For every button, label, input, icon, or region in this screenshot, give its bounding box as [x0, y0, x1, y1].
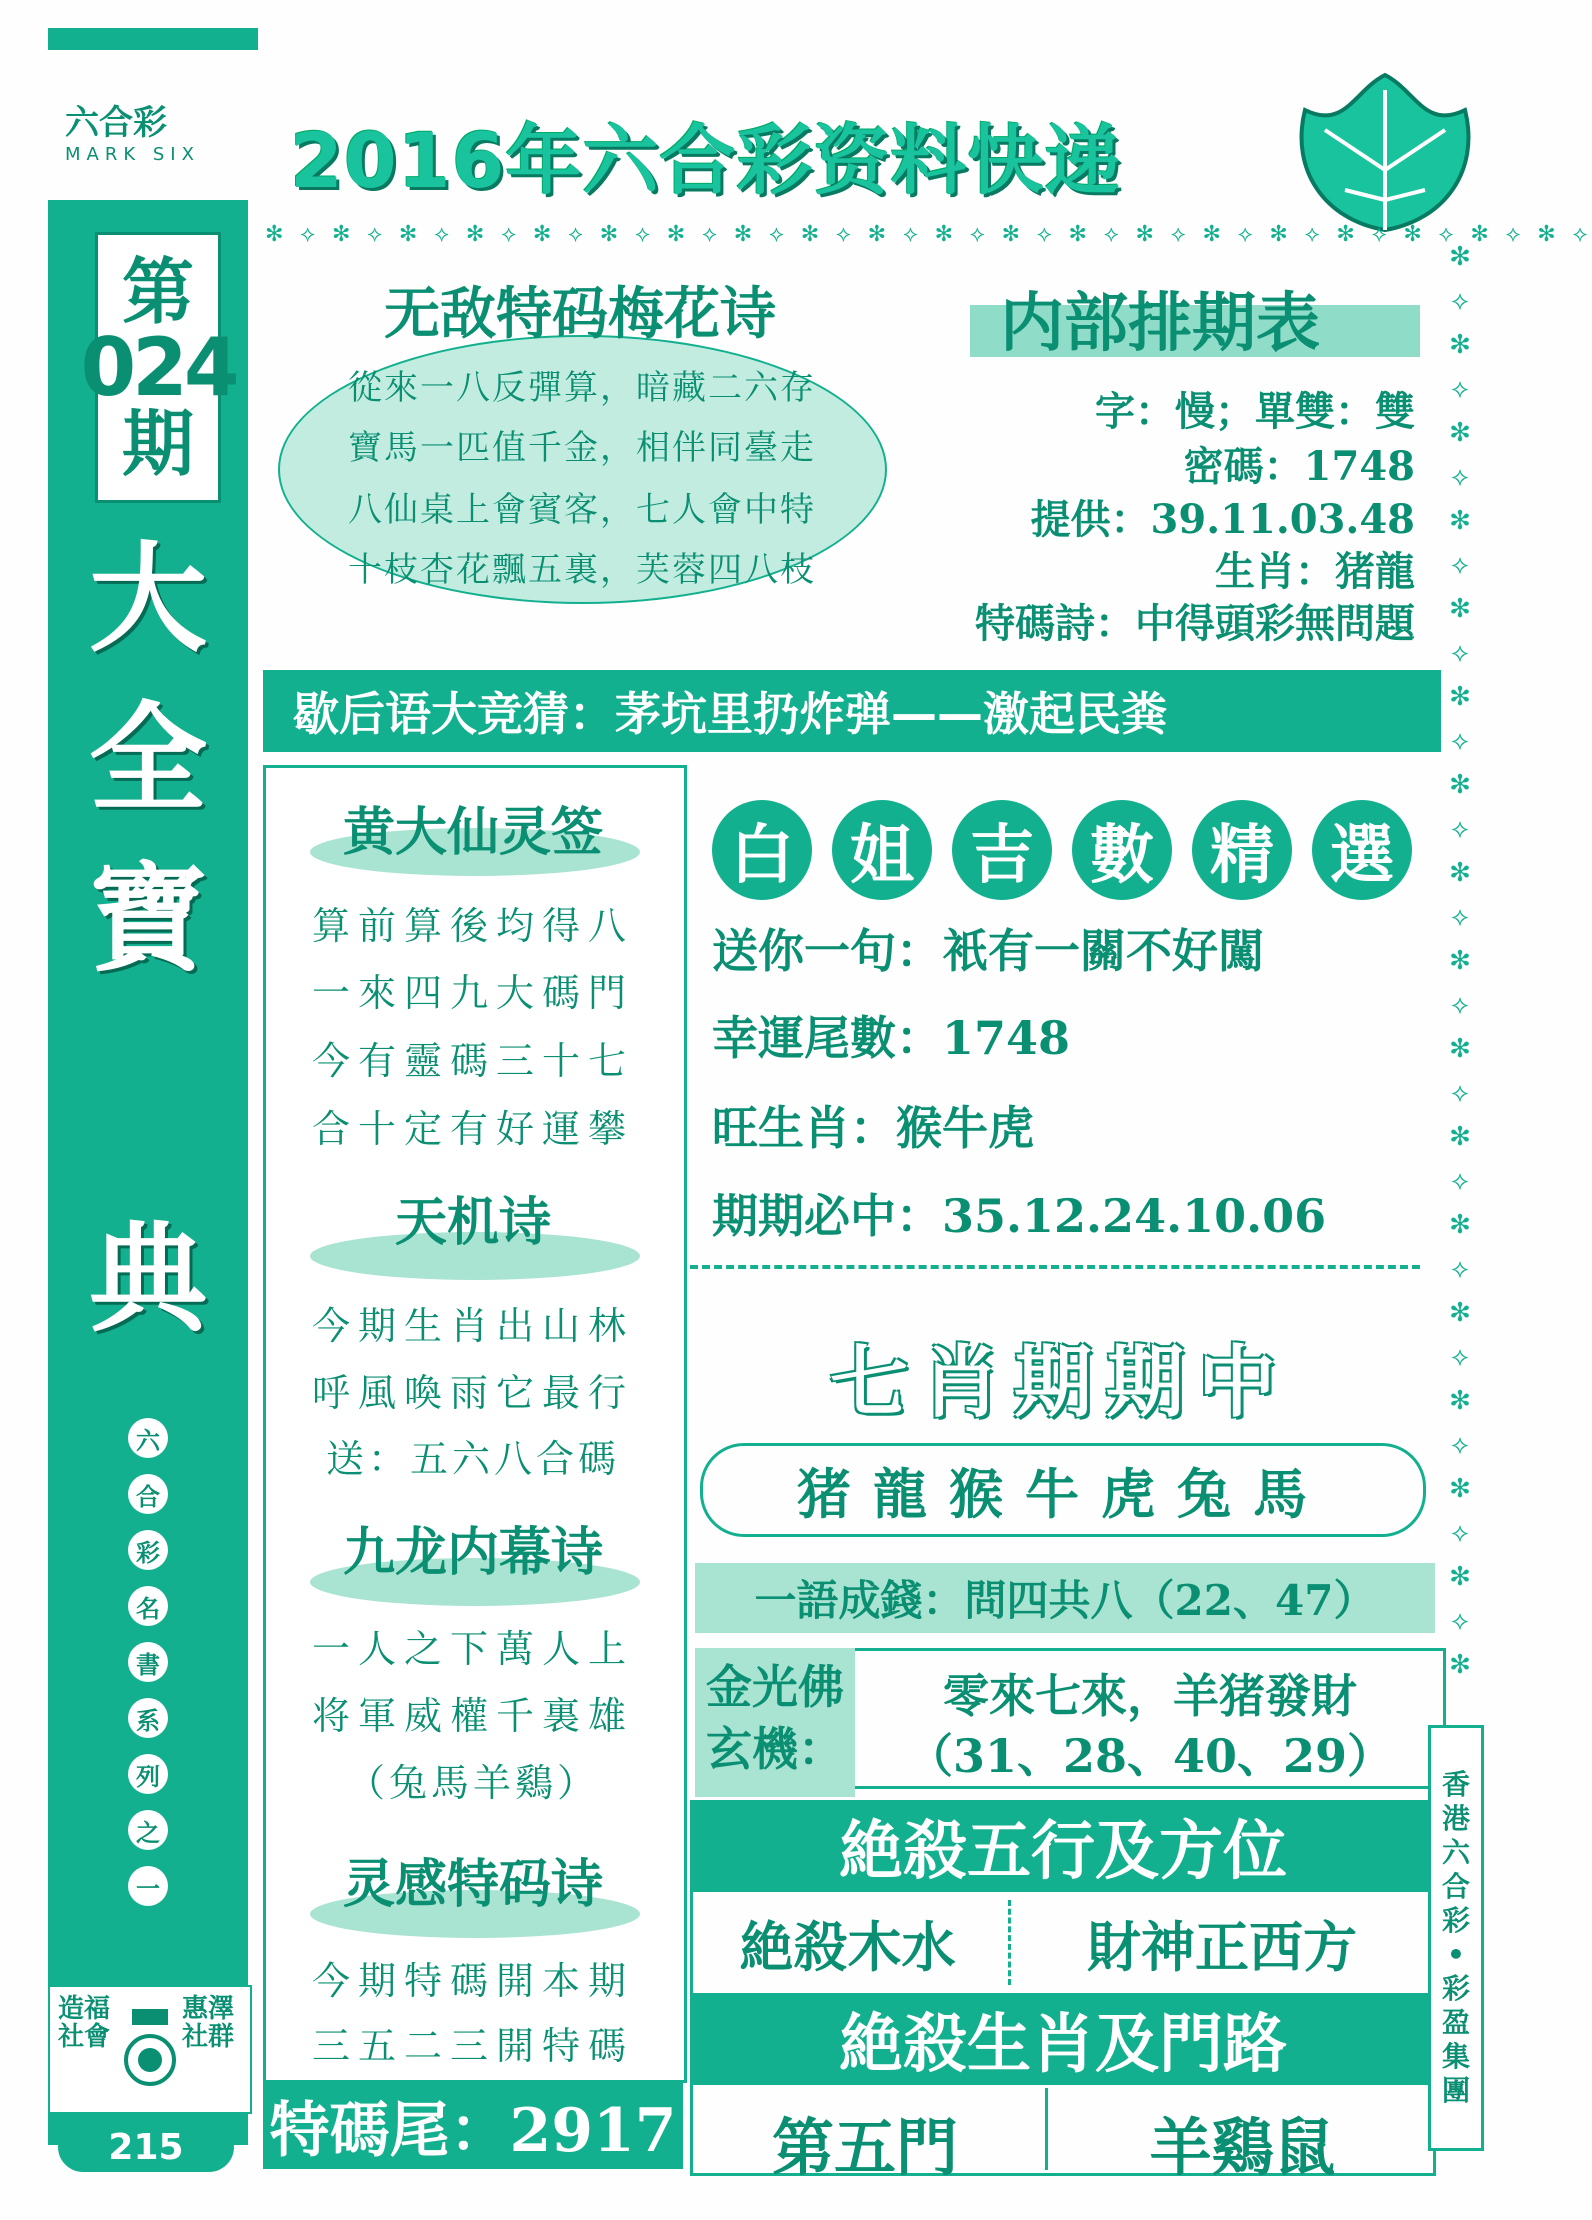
tema-tail-bar — [263, 2083, 683, 2169]
book-char-1: 大 — [88, 530, 207, 668]
publisher-label — [1428, 1725, 1484, 2151]
publisher-char: 集 — [1441, 2040, 1470, 2073]
page-number — [58, 2122, 234, 2172]
kill-head — [690, 1993, 1436, 2085]
decor-row-text: ✻ ⟡ ✻ ⟡ ✻ ⟡ ✻ ⟡ ✻ ⟡ ✻ ⟡ ✻ ⟡ ✻ ⟡ ✻ ⟡ ✻ ⟡ ✻ ⟡ ✻ ⟡ ✻ ⟡ ✻ ⟡ ✻ ⟡ ✻ ⟡ ✻ ⟡ ✻ ⟡ ✻ ⟡ ✻ ⟡ — [265, 222, 1592, 247]
publisher-char: 盈 — [1441, 2006, 1470, 2039]
book-char-4: 典 — [88, 1210, 207, 1348]
poem-title: 灵感特码诗 — [342, 1854, 603, 1915]
book-char-3: 寶 — [88, 850, 207, 988]
title-circle: 吉 — [952, 800, 1052, 900]
poem-line: 一人之下萬人上 — [311, 1627, 634, 1671]
jinguangfo-label-line: 玄機： — [706, 1722, 844, 1776]
issue-suffix: 期 — [121, 401, 194, 486]
schedule-line: 特碼詩：中得頭彩無問題 — [975, 600, 1415, 647]
dotted-divider — [690, 1265, 1420, 1269]
poem-line: 算前算後均得八 — [311, 904, 634, 948]
plum-poem-title: 无敌特码梅花诗 — [384, 282, 776, 347]
schedule-line: 提供：39.11.03.48 — [1030, 496, 1415, 543]
logo-cn: 六合彩 — [65, 103, 167, 143]
riddle-bar — [263, 670, 1441, 752]
poem-line: 呼風喚雨它最行 — [311, 1371, 634, 1415]
poem-line: 三五二三開特碼 — [311, 2024, 634, 2068]
seven-zodiac-list: 猪龍猴牛虎兔馬 — [797, 1461, 1329, 1526]
series-char: 彩 — [128, 1530, 168, 1570]
publisher-char: • — [1447, 1938, 1465, 1971]
page-title: 2016年六合彩资料快递 — [290, 116, 1122, 205]
poem-line: （兔馬羊鷄） — [346, 1761, 599, 1805]
kill-head-text: 絶殺五行及方位 — [839, 1814, 1287, 1889]
jinguangfo-line: （31、28、40、29） — [906, 1729, 1394, 1783]
series-char: 名 — [128, 1586, 168, 1626]
kill-divider — [1008, 1900, 1011, 1985]
poem-title: 天机诗 — [394, 1192, 551, 1253]
series-char: 之 — [128, 1810, 168, 1850]
series-char: 書 — [128, 1642, 168, 1682]
poem-line: 送：五六八合碼 — [325, 1437, 620, 1481]
title-circle: 數 — [1072, 800, 1172, 900]
jinguangfo-label-line: 金光佛 — [706, 1660, 844, 1714]
yiyu-bar — [695, 1563, 1435, 1633]
top-strip — [48, 28, 258, 50]
logo-mark-six — [65, 95, 245, 175]
tema-tail-text: 特碼尾：2917 — [269, 2096, 677, 2166]
series-char: 列 — [128, 1754, 168, 1794]
emblem-icon — [122, 2005, 178, 2095]
riddle-text: 歇后语大竞猜：茅坑里扔炸弹——激起民粪 — [293, 687, 1167, 741]
decor-row-top — [265, 222, 1592, 247]
baijie-line: 旺生肖：猴牛虎 — [712, 1101, 1034, 1155]
series-char: 合 — [128, 1474, 168, 1514]
poem-title: 九龙内幕诗 — [342, 1522, 603, 1583]
kill-head-text: 絶殺生肖及門路 — [839, 2007, 1287, 2082]
jinguangfo-label — [695, 1648, 855, 1797]
issue-prefix: 第 — [121, 249, 194, 334]
poem-line: 合十定有好運攀 — [311, 1107, 634, 1151]
publisher-char: 彩 — [1441, 1904, 1470, 1937]
seven-zodiac-title: 七肖期期中 — [829, 1338, 1290, 1428]
decor-column-right: ✻ ⟡ ✻ ⟡ ✻ ⟡ ✻ ⟡ ✻ ⟡ ✻ ⟡ ✻ ⟡ ✻ ⟡ ✻ ⟡ ✻ ⟡ ✻ ⟡ ✻ ⟡ ✻ ⟡ ✻ ⟡ ✻ ⟡ ✻ ⟡ ✻ — [1449, 242, 1471, 1680]
kill-head — [690, 1800, 1436, 1892]
poem-title: 黄大仙灵签 — [342, 802, 603, 863]
plum-poem-line: 十枝杏花飄五裏，芙蓉四八枝 — [348, 550, 816, 590]
schedule-title: 内部排期表 — [1000, 286, 1320, 361]
logo-en: MARK SIX — [65, 144, 200, 165]
publisher-char: 團 — [1441, 2074, 1470, 2107]
charity-logo — [48, 1985, 252, 2114]
poem-line: 一來四九大碼門 — [311, 971, 634, 1015]
yiyu-text: 一語成錢：問四共八（22、47） — [754, 1576, 1376, 1625]
kill-cell: 財神正西方 — [1087, 1915, 1357, 1979]
publisher-char: 港 — [1441, 1802, 1470, 1835]
baijie-line: 幸運尾數：1748 — [712, 1011, 1071, 1065]
series-char: 一 — [128, 1866, 168, 1906]
seven-zodiac-row — [700, 1443, 1426, 1537]
charity-logo-left: 造福社會 — [58, 1994, 111, 2052]
poem-line: 今有靈碼三十七 — [311, 1039, 634, 1083]
publisher-char: 香 — [1441, 1768, 1470, 1801]
kill-divider — [1045, 2088, 1048, 2170]
title-circle: 選 — [1312, 800, 1412, 900]
book-char-2: 全 — [88, 690, 207, 828]
series-char: 系 — [128, 1698, 168, 1738]
kill-cell: 第五門 — [771, 2111, 958, 2184]
plum-poem-line: 八仙桌上會賓客，七人會中特 — [348, 490, 816, 530]
schedule-line: 生肖：猪龍 — [1215, 548, 1415, 595]
jinguangfo-line: 零來七來，羊猪發財 — [943, 1669, 1357, 1723]
title-circle: 白 — [712, 800, 812, 900]
plum-poem-line: 寶馬一匹值千金，相伴同臺走 — [348, 428, 816, 468]
charity-logo-right: 惠澤社群 — [182, 1994, 235, 2052]
publisher-char: 合 — [1441, 1870, 1470, 1903]
kill-cell: 絶殺木水 — [739, 1915, 956, 1979]
schedule-line: 密碼：1748 — [1183, 443, 1415, 490]
poem-line: 今期生肖出山林 — [311, 1304, 634, 1348]
schedule-line: 字：慢；單雙：雙 — [1095, 388, 1415, 435]
publisher-char: 彩 — [1441, 1972, 1470, 2005]
kill-cell: 羊鷄鼠 — [1149, 2111, 1336, 2184]
page-number-text: 215 — [108, 2126, 184, 2168]
plum-poem-line: 從來一八反彈算，暗藏二六存 — [348, 368, 816, 408]
poem-line: 将軍威權千裏雄 — [311, 1694, 634, 1738]
series-char: 六 — [128, 1418, 168, 1458]
issue-number: 024 — [80, 320, 236, 414]
title-circle: 精 — [1192, 800, 1292, 900]
poem-line: 今期特碼開本期 — [311, 1959, 634, 2003]
publisher-char: 六 — [1441, 1836, 1470, 1869]
leaf-icon — [1285, 70, 1485, 240]
issue-box — [80, 232, 236, 503]
baijie-line: 送你一句：衹有一關不好闖 — [712, 924, 1264, 978]
title-circle: 姐 — [832, 800, 932, 900]
baijie-line: 期期必中：35.12.24.10.06 — [712, 1189, 1327, 1243]
